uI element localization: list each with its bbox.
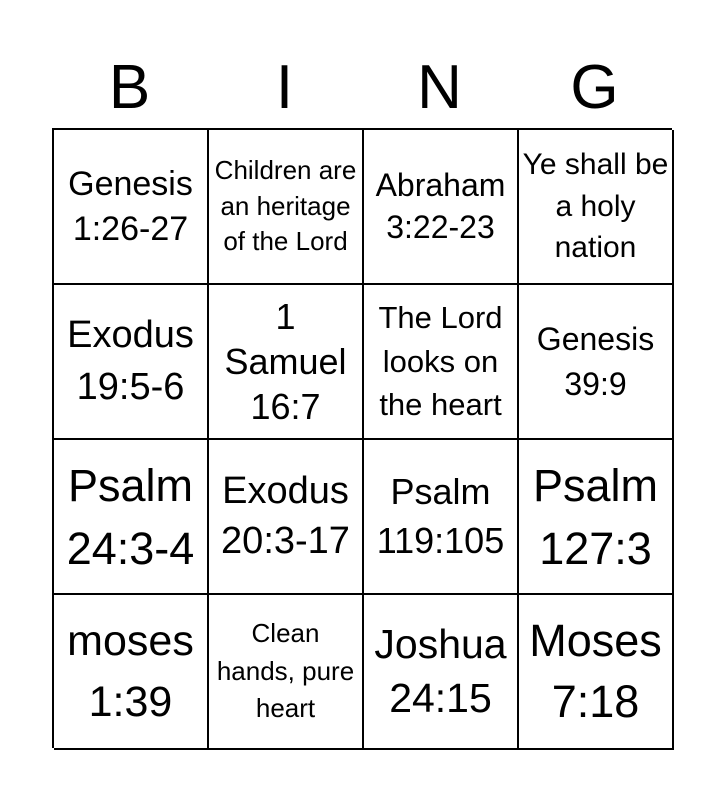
cell-text: Children are an heritage of the Lord — [214, 154, 357, 257]
cell-text: moses 1:39 — [67, 617, 194, 726]
cell-text: 1 Samuel 16:7 — [224, 296, 347, 427]
bingo-cell[interactable] — [209, 595, 364, 750]
bingo-cell[interactable] — [364, 130, 519, 285]
cell-text: Exodus 19:5-6 — [67, 314, 194, 408]
bingo-cell[interactable] — [209, 285, 364, 440]
bingo-cell[interactable] — [54, 440, 209, 595]
bingo-cell[interactable] — [364, 440, 519, 595]
bingo-cell[interactable] — [519, 285, 674, 440]
bingo-grid — [52, 128, 672, 748]
cell-text: The Lord looks on the heart — [378, 300, 503, 423]
cell-text: Psalm 24:3-4 — [66, 459, 195, 574]
header-letter-g: G — [570, 53, 619, 122]
cell-text: Abraham 3:22-23 — [375, 166, 506, 245]
bingo-cell[interactable] — [364, 285, 519, 440]
bingo-cell[interactable] — [209, 440, 364, 595]
cell-text: Psalm 119:105 — [376, 470, 505, 561]
cell-text: Psalm 127:3 — [532, 459, 659, 574]
bingo-cell[interactable] — [364, 595, 519, 750]
bingo-header — [52, 50, 672, 126]
bingo-cell[interactable] — [519, 130, 674, 285]
cell-text: Joshua 24:15 — [374, 621, 507, 721]
bingo-cell[interactable] — [519, 440, 674, 595]
bingo-cell[interactable] — [209, 130, 364, 285]
cell-text: Genesis 1:26-27 — [68, 165, 193, 248]
bingo-cell[interactable] — [519, 595, 674, 750]
cell-text: Genesis 39:9 — [536, 320, 655, 402]
bingo-cell[interactable] — [54, 130, 209, 285]
cell-text: Ye shall be a holy nation — [522, 148, 669, 265]
header-letter-b: B — [108, 53, 151, 122]
cell-text: Moses 7:18 — [529, 614, 662, 727]
header-letter-i: I — [275, 53, 294, 122]
cell-text: Exodus 20:3-17 — [221, 470, 350, 562]
header-letter-n: N — [417, 53, 462, 122]
cell-text: Clean hands, pure heart — [216, 617, 355, 724]
bingo-cell[interactable] — [54, 595, 209, 750]
bingo-cell[interactable] — [54, 285, 209, 440]
